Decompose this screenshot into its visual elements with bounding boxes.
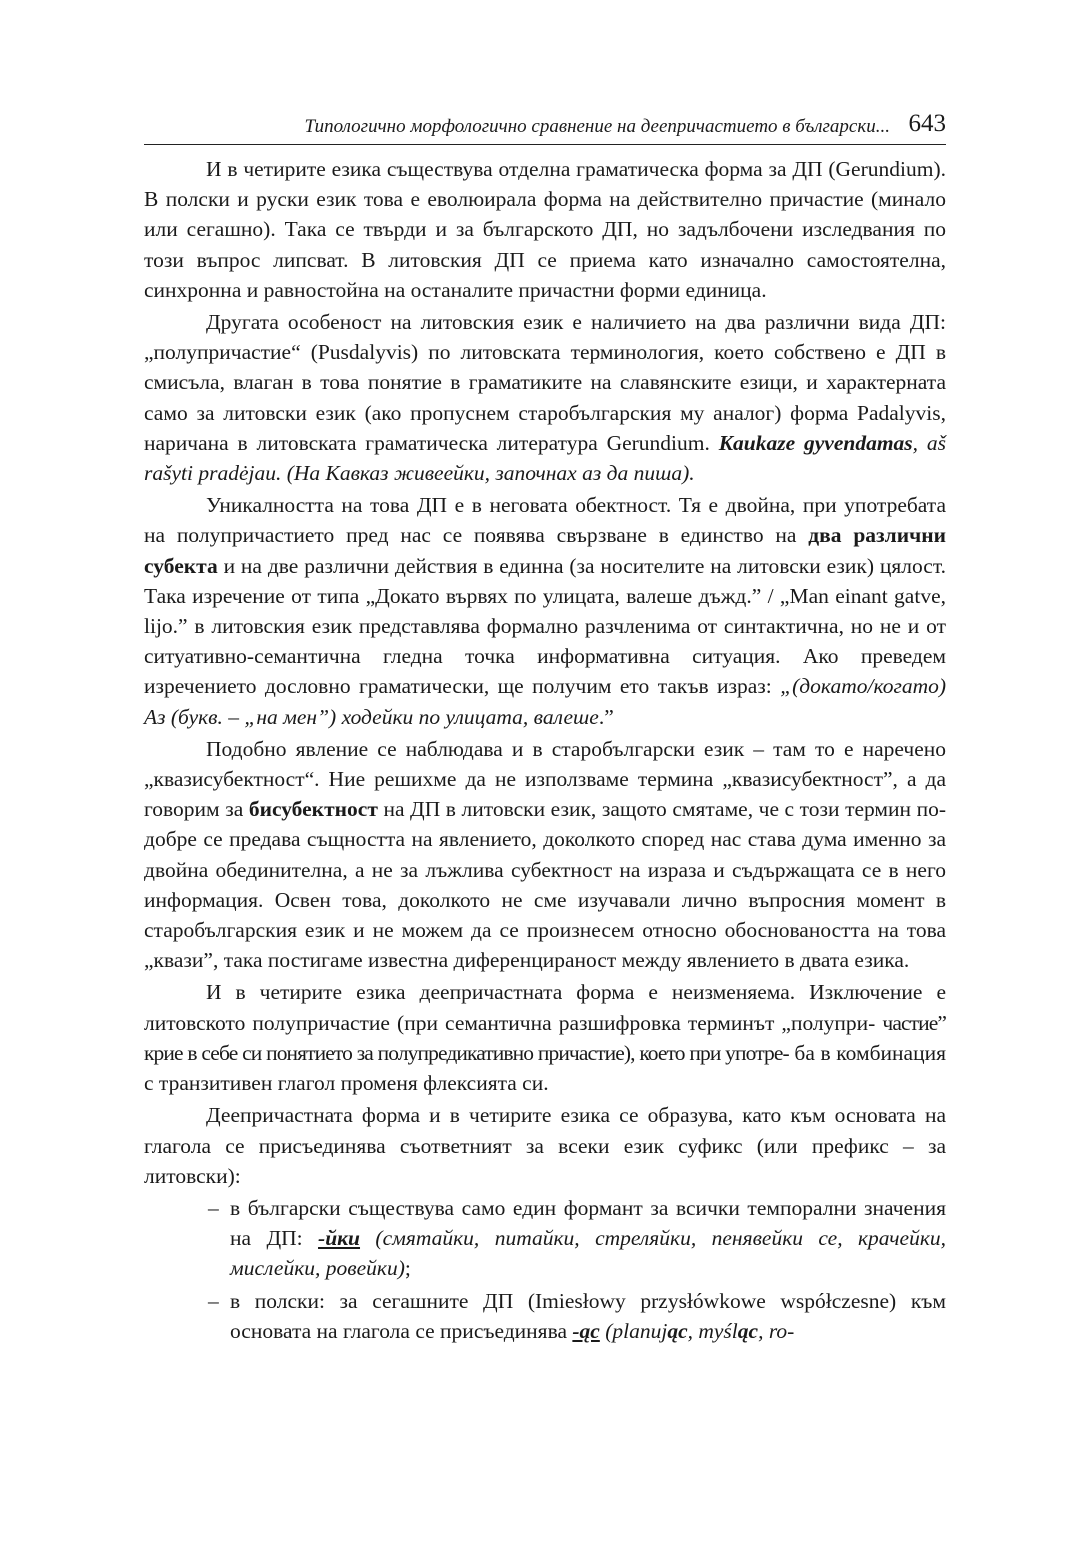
example-bold: Kaukaze gyvendamas (718, 430, 913, 455)
running-title: Типологично морфологично сравнение на деепричастието в български... (304, 116, 890, 137)
paragraph-3-italic: „(докато/когато) Аз (букв. – „на мен”) ходейки по улицата, валеше (144, 674, 947, 729)
list-item-2-text: в полски: за сегашните ДП (Imiesłowy przysłówkowe współczesne) към основата на глагола се присъединява (230, 1288, 946, 1343)
body-text (144, 154, 946, 1348)
paragraph-4-a: Подобно явление се наблюдава и в старобългарски език – там то е наречено „квазисубектност“. Ние решихме да не използваме термина „квазисубектност”, а да говорим за (144, 736, 946, 822)
list-item-2-suffix: -ąc (572, 1318, 600, 1343)
list-item-2-example: (planuj (605, 1318, 668, 1343)
list-item-1-examples: (смятайки, питайки, стреляйки, пенявейки се, крачейки, мислейки, ровейки) (230, 1226, 946, 1281)
paragraph-1 (144, 154, 946, 305)
paragraph-5 (144, 977, 946, 1098)
suffix-list (144, 1193, 946, 1346)
paragraph-3-b: и на две различни действия в единна (за носителите на литовски език) цялост. Така изречение от типа „Докато вървях по улицата, валеше дъжд.” / „Man einant gatve, lijo.” в литовския език представлява формално разчленима от синтактична, но не и от ситуативно-семантична гледна точка информативна ситуация. Ако преведем изречението дословно граматически, ще получим ето такъв израз: (144, 553, 946, 699)
list-item-1-suffix: -йки (318, 1226, 361, 1251)
list-item-2-example: , myśl (687, 1318, 738, 1343)
paragraph-2-text: Другата особеност на литовския език е наличието на два различни вида ДП: „полупричастие“ (Pusdalyvis) по литовската терминология, което собствено е ДП в смисъла, влаган в това понятие в граматиките на славянските езици, и характерната само за литовски език (ако пропуснем старобългарския му аналог) форма Padalyvis, наричана в литовската граматическа литература Gerundium. (144, 310, 946, 455)
paragraph-6 (144, 1100, 946, 1191)
paragraph-2 (144, 307, 946, 488)
list-item (208, 1193, 946, 1284)
paragraph-4-bold: бисубектност (248, 797, 378, 822)
list-item-1-text: в български съществува само един формант за всички темпорални значения на ДП: (230, 1195, 946, 1251)
list-item-2-example-suffix: ąc (667, 1318, 688, 1343)
example-rest: , aš rašyti pradėjau. (144, 430, 946, 486)
page-number: 643 (908, 110, 946, 137)
example-translation: (На Кавказ живеейки, започнах аз да пиша). (286, 461, 695, 486)
paragraph-1-text: И в четирите езика съществува отделна граматическа форма за ДП (Gerundium). В полски и руски език това е еволюирала форма на действително причастие (минало или сегашно). Така се твърди и за българското ДП, но задълбочени изследвания по този въпрос липсват. В литовския ДП се приема като изначално самостоятелна, синхронна и равностойна на останалите причастни форми единица. (144, 157, 946, 302)
list-item-2-example-suffix: ąc (737, 1318, 759, 1343)
paragraph-4-b: на ДП в литовски език, защото смятаме, че с този термин по-добре се предава същността на явлението, доколкото според нас става дума именно за двойна обединителна, а не за лъжлива субектност на израза и съдържащата се в него информация. Освен това, доколкото не сме изучавали лично въпросния момент в старобългарския език и не можем да се произнесем относно обосноваността на това „квази”, така постигаме известна диференцираност между явлението в двата езика. (144, 797, 947, 973)
running-header (144, 112, 946, 145)
paragraph-6-text: Деепричастната форма и в четирите езика се образува, като към основата на глагола се присъединява съответният за всеки език суфикс (или префикс – за литовски): (144, 1103, 946, 1188)
list-dash: – (208, 1288, 219, 1313)
paragraph-5-b: ба в комбинация с транзитивен глагол променя флексията си. (144, 1040, 947, 1096)
list-item-2-example: , ro- (758, 1318, 795, 1343)
paragraph-5-a: И в четирите езика деепричастната форма е неизменяема. Изключение е литовското полупричастие (при семантична разшифровка терминът „полупри- (144, 980, 946, 1035)
paragraph-3-bold: два различни субекта (144, 523, 947, 578)
paragraph-3 (144, 490, 946, 732)
paragraph-3-a: Уникалността на това ДП е в неговата обектност. Тя е двойна, при употребата на полупричастието пред нас се появява свързване в единство на (144, 493, 946, 548)
list-item (208, 1286, 946, 1346)
paragraph-4 (144, 734, 946, 976)
paragraph-3-end: .” (598, 704, 614, 729)
list-dash: – (208, 1195, 219, 1220)
list-item-1-end: ; (404, 1256, 411, 1281)
paragraph-5-tight: частие” крие в себе си понятието за полупредикативно причастие), което при употре- (144, 1010, 947, 1065)
